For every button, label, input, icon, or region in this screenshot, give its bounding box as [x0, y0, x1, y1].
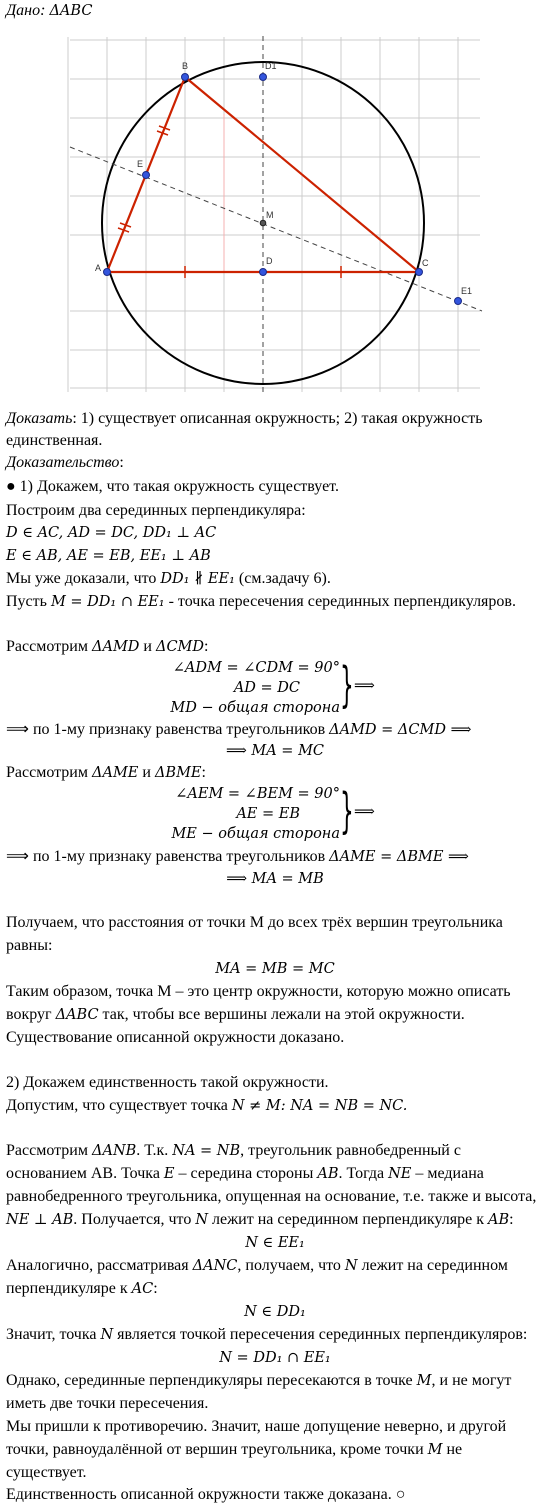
- label-m: M: [266, 210, 274, 220]
- text: Значит, точка: [6, 1326, 97, 1343]
- proof-line-27: [6, 1278, 158, 1300]
- text: Однако, серединные перпендикуляры пересекаются в точке: [6, 1372, 413, 1389]
- text: и: [142, 764, 151, 781]
- text: . Т.к.: [136, 1142, 169, 1159]
- system-2-row: ∠AEM = ∠BEM = 90°: [175, 786, 340, 802]
- math: N: [100, 1327, 114, 1343]
- label-e1: E1: [461, 286, 473, 296]
- proof-line-12: ⟹ MA = MB: [226, 871, 324, 887]
- label-b: B: [182, 61, 189, 71]
- brace-2: }: [340, 783, 354, 839]
- proof-line-2: Построим два серединных перпендикуляра:: [6, 502, 306, 519]
- system-2: [171, 784, 340, 844]
- text: лежит на серединном: [361, 1257, 508, 1274]
- text: основанием AB. Точка: [6, 1165, 160, 1182]
- tick-marks: [118, 126, 341, 278]
- system-2-row: ME − общая сторона: [171, 826, 340, 842]
- proof-line-31: [6, 1370, 511, 1392]
- math: DD₁ ∦ EE₁: [160, 571, 235, 587]
- proof-line-18: Существование описанной окружности доказано.: [6, 1029, 345, 1046]
- point-d1: [260, 74, 267, 81]
- points: [104, 74, 462, 305]
- statement-line-2: единственная.: [6, 432, 103, 449]
- math: NE ⊥ AB: [6, 1212, 74, 1228]
- math: ΔAME = ΔBME ⟹: [329, 849, 469, 865]
- math: ΔBME: [154, 765, 202, 781]
- proof-line-33: Мы пришли к противоречию. Значит, наше допущение неверно, и другой: [6, 1418, 507, 1435]
- point-e1: [455, 298, 462, 305]
- proof-line-4: E ∈ AB, AE = EB, EE₁ ⊥ AB: [6, 548, 211, 564]
- proof-line-15: MA = MB = MC: [215, 961, 335, 977]
- proof-line-6: [6, 591, 516, 613]
- proof-line-23: равнобедренного треугольника, опущенная на основание, т.е. также и высота,: [6, 1188, 537, 1205]
- proof-line-24: [6, 1209, 514, 1231]
- proof-line-36: Единственность описанной окружности также доказана. ○: [6, 1486, 406, 1503]
- math: ΔCMD: [155, 639, 205, 655]
- proof-line-26: [6, 1255, 508, 1277]
- implies-2: ⟹: [354, 804, 375, 820]
- text: – медиана: [415, 1165, 484, 1182]
- text: :: [204, 638, 209, 655]
- text: ⟹ по 1-му признаку равенства треугольников: [6, 721, 326, 738]
- proof-line-29: [6, 1324, 527, 1346]
- label-d: D: [266, 256, 273, 266]
- statement-text: : 1) существует описанная окружность; 2) такая окружность: [72, 410, 483, 427]
- text: ⟹ по 1-му признаку равенства треугольников: [6, 848, 326, 865]
- text: . Получается, что: [73, 1211, 192, 1228]
- point-e: [143, 172, 150, 179]
- system-1-row: ∠ADM = ∠CDM = 90°: [172, 660, 340, 676]
- math: NE: [388, 1166, 412, 1182]
- text: лежит на серединном перпендикуляре к: [212, 1211, 484, 1228]
- text: перпендикуляре к: [6, 1280, 128, 1297]
- math: ΔABC: [55, 1007, 99, 1023]
- text: и: [143, 638, 152, 655]
- statement-line: [6, 408, 483, 430]
- geometry-figure: [0, 22, 550, 400]
- math: M: [416, 1373, 432, 1389]
- proof-label: Доказательство: [6, 454, 120, 471]
- system-1-row: MD − общая сторона: [170, 700, 340, 716]
- proof-line-3: D ∈ AC, AD = DC, DD₁ ⊥ AC: [6, 525, 217, 541]
- text: так, чтобы все вершины лежали на этой окружности.: [102, 1006, 465, 1023]
- proof-line-21: [6, 1140, 461, 1162]
- proof-line-10: [6, 762, 206, 784]
- proof-line-13: Получаем, что расстояния от точки M до всех трёх вершин треугольника: [6, 914, 503, 931]
- perpendicular-ee1: [70, 147, 482, 311]
- math: AC: [131, 1281, 154, 1297]
- proof-line-25: N ∈ EE₁: [245, 1235, 305, 1251]
- math: M = DD₁ ∩ EE₁: [50, 594, 165, 610]
- proof-line-22: [6, 1163, 484, 1185]
- math: N: [344, 1258, 358, 1274]
- text: является точкой пересечения серединных перпендикуляров:: [117, 1326, 528, 1343]
- label-c: C: [422, 258, 429, 268]
- proof-line-30: N = DD₁ ∩ EE₁: [219, 1350, 331, 1366]
- text: не: [446, 1441, 463, 1458]
- text: Рассмотрим: [6, 1142, 88, 1159]
- text: :: [509, 1211, 514, 1228]
- proof-line-1: ● 1) Докажем, что такая окружность существует.: [6, 478, 339, 495]
- math: ΔANC: [192, 1258, 238, 1274]
- proof-line-14: равны:: [6, 937, 53, 954]
- proof-line-35: существует.: [6, 1464, 87, 1481]
- point-c: [416, 269, 423, 276]
- proof-line-5: [6, 568, 331, 590]
- math: ΔAMD = ΔCMD ⟹: [329, 722, 472, 738]
- text: Пусть: [6, 593, 47, 610]
- text: , треугольник равнобедренный с: [240, 1142, 461, 1159]
- proof-line-20: [6, 1095, 407, 1117]
- math: AB: [317, 1166, 339, 1182]
- system-1: [170, 658, 340, 718]
- text: Рассмотрим: [6, 638, 88, 655]
- text: , и не могут: [431, 1372, 512, 1389]
- text: Мы уже доказали, что: [6, 570, 157, 587]
- math: NA = NB: [172, 1143, 241, 1159]
- proof-line-7: [6, 636, 208, 658]
- proof-line-19: 2) Докажем единственность такой окружности.: [6, 1074, 329, 1091]
- point-a: [104, 269, 111, 276]
- proof-line-34: [6, 1439, 462, 1461]
- text: , получаем, что: [237, 1257, 341, 1274]
- text: Допустим, что существует точка: [6, 1097, 228, 1114]
- math: ΔAME: [92, 765, 139, 781]
- point-m: [260, 220, 266, 226]
- given-line: [6, 0, 92, 22]
- point-d: [260, 269, 267, 276]
- text: вокруг: [6, 1006, 52, 1023]
- math: ΔAMD: [92, 639, 140, 655]
- math: AB: [487, 1212, 510, 1228]
- math: ΔANB: [92, 1143, 137, 1159]
- text: Аналогично, рассматривая: [6, 1257, 189, 1274]
- proof-label-line: [6, 452, 124, 474]
- text: :: [153, 1280, 158, 1297]
- proof-line-16: Таким образом, точка M – это центр окружности, которую можно описать: [6, 983, 511, 1000]
- math: N: [195, 1212, 209, 1228]
- text: – середина стороны: [178, 1165, 314, 1182]
- math: N ≠ M: NA = NB = NC.: [231, 1098, 408, 1114]
- text: :: [201, 764, 206, 781]
- system-1-row: AD = DC: [233, 680, 300, 696]
- proof-line-32: иметь две точки пересечения.: [6, 1395, 209, 1412]
- given-label: Дано:: [6, 2, 46, 19]
- brace-1: }: [340, 657, 354, 713]
- text: Рассмотрим: [6, 764, 88, 781]
- statement-label: Доказать: [6, 410, 73, 427]
- given-math: ΔABC: [49, 3, 93, 19]
- label-a: A: [95, 263, 102, 273]
- text: . Тогда: [338, 1165, 385, 1182]
- proof-line-17: [6, 1004, 465, 1026]
- point-b: [182, 74, 189, 81]
- text: точки, равноудалённой от вершин треугольника, кроме точки: [6, 1441, 424, 1458]
- math: M: [427, 1442, 443, 1458]
- proof-line-9: ⟹ MA = MC: [225, 743, 325, 759]
- text: (см.задачу 6).: [238, 570, 331, 587]
- label-d1: D1: [265, 61, 277, 71]
- math: E: [163, 1166, 175, 1182]
- proof-label-colon: :: [119, 454, 124, 471]
- proof-line-11: [6, 846, 469, 868]
- proof-line-28: N ∈ DD₁: [244, 1304, 306, 1320]
- implies-1: ⟹: [354, 678, 375, 694]
- system-2-row: AE = EB: [236, 806, 300, 822]
- proof-line-8: [6, 719, 471, 741]
- text: - точка пересечения серединных перпендикуляров.: [168, 593, 516, 610]
- label-e: E: [137, 159, 144, 169]
